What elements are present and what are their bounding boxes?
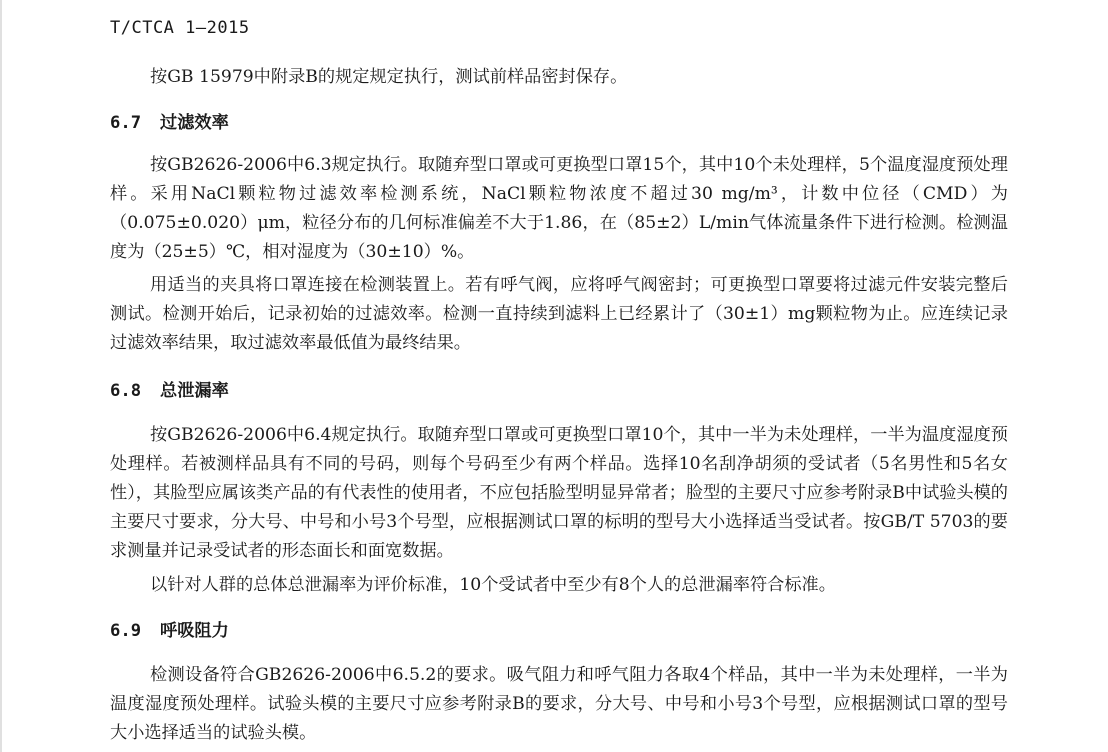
page-edge-divider: [0, 0, 2, 752]
section-6-8-paragraph-2: 以针对人群的总体总泄漏率为评价标准，10个受试者中至少有8个人的总泄漏率符合标准。: [150, 575, 836, 595]
section-6-8-paragraph-1: 按GB2626-2006中6.4规定执行。取随弃型口罩或可更换型口罩10个，其中一半为未处理样，一半为温度湿度预处理样。若被测样品具有不同的号码，则每个号码至少有两个样品。选择10名刮净胡须的受试者（5名男性和5名女性），其脸型应属该类产品的有代表性的使用者，不应包括脸型明显异常者；脸型的主要尺寸应参考附录B中试验头模的主要尺寸要求，分大号、中号和小号3个号型，应根据测试口罩的标明的型号大小选择适当受试者。按GB/T 5703的要求测量并记录受试者的形态面长和面宽数据。: [110, 425, 1008, 561]
section-6-9-paragraph-1: 检测设备符合GB2626-2006中6.5.2的要求。吸气阻力和呼气阻力各取4个样品，其中一半为未处理样，一半为温度湿度预处理样。试验头模的主要尺寸应参考附录B的要求，分大号、中号和小号3个号型，应根据测试口罩的型号大小选择适当的试验头模。: [110, 665, 1008, 743]
section-6-8-title: 总泄漏率: [160, 381, 229, 401]
intro-paragraph: 按GB 15979中附录B的规定规定执行，测试前样品密封保存。: [150, 67, 628, 87]
standard-code-header: T/CTCA 1—2015: [110, 18, 250, 38]
section-6-7-paragraph-1: 按GB2626-2006中6.3规定执行。取随弃型口罩或可更换型口罩15个，其中10个未处理样，5个温度湿度预处理样。采用NaCl颗粒物过滤效率检测系统，NaCl颗粒物浓度不超过30 mg/m³，计数中位径（CMD）为（0.075±0.020）μm，粒径分布的几何标准偏差不大于1.86，在（85±2）L/min气体流量条件下进行检测。检测温度为（25±5）℃，相对湿度为（30±10）%。: [110, 155, 1008, 262]
section-6-7-title: 过滤效率: [160, 113, 229, 133]
section-6-7-number: 6.7: [110, 113, 142, 133]
section-6-8-heading: [110, 378, 229, 404]
section-6-9-heading: [110, 618, 229, 644]
section-6-9-number: 6.9: [110, 621, 142, 641]
section-6-7-paragraph-2: 用适当的夹具将口罩连接在检测装置上。若有呼气阀，应将呼气阀密封；可更换型口罩要将过滤元件安装完整后测试。检测开始后，记录初始的过滤效率。检测一直持续到滤料上已经累计了（30±1）mg颗粒物为止。应连续记录过滤效率结果，取过滤效率最低值为最终结果。: [110, 275, 1008, 353]
section-6-9-title: 呼吸阻力: [160, 621, 229, 641]
section-6-7-heading: [110, 110, 229, 136]
section-6-8-number: 6.8: [110, 381, 142, 401]
